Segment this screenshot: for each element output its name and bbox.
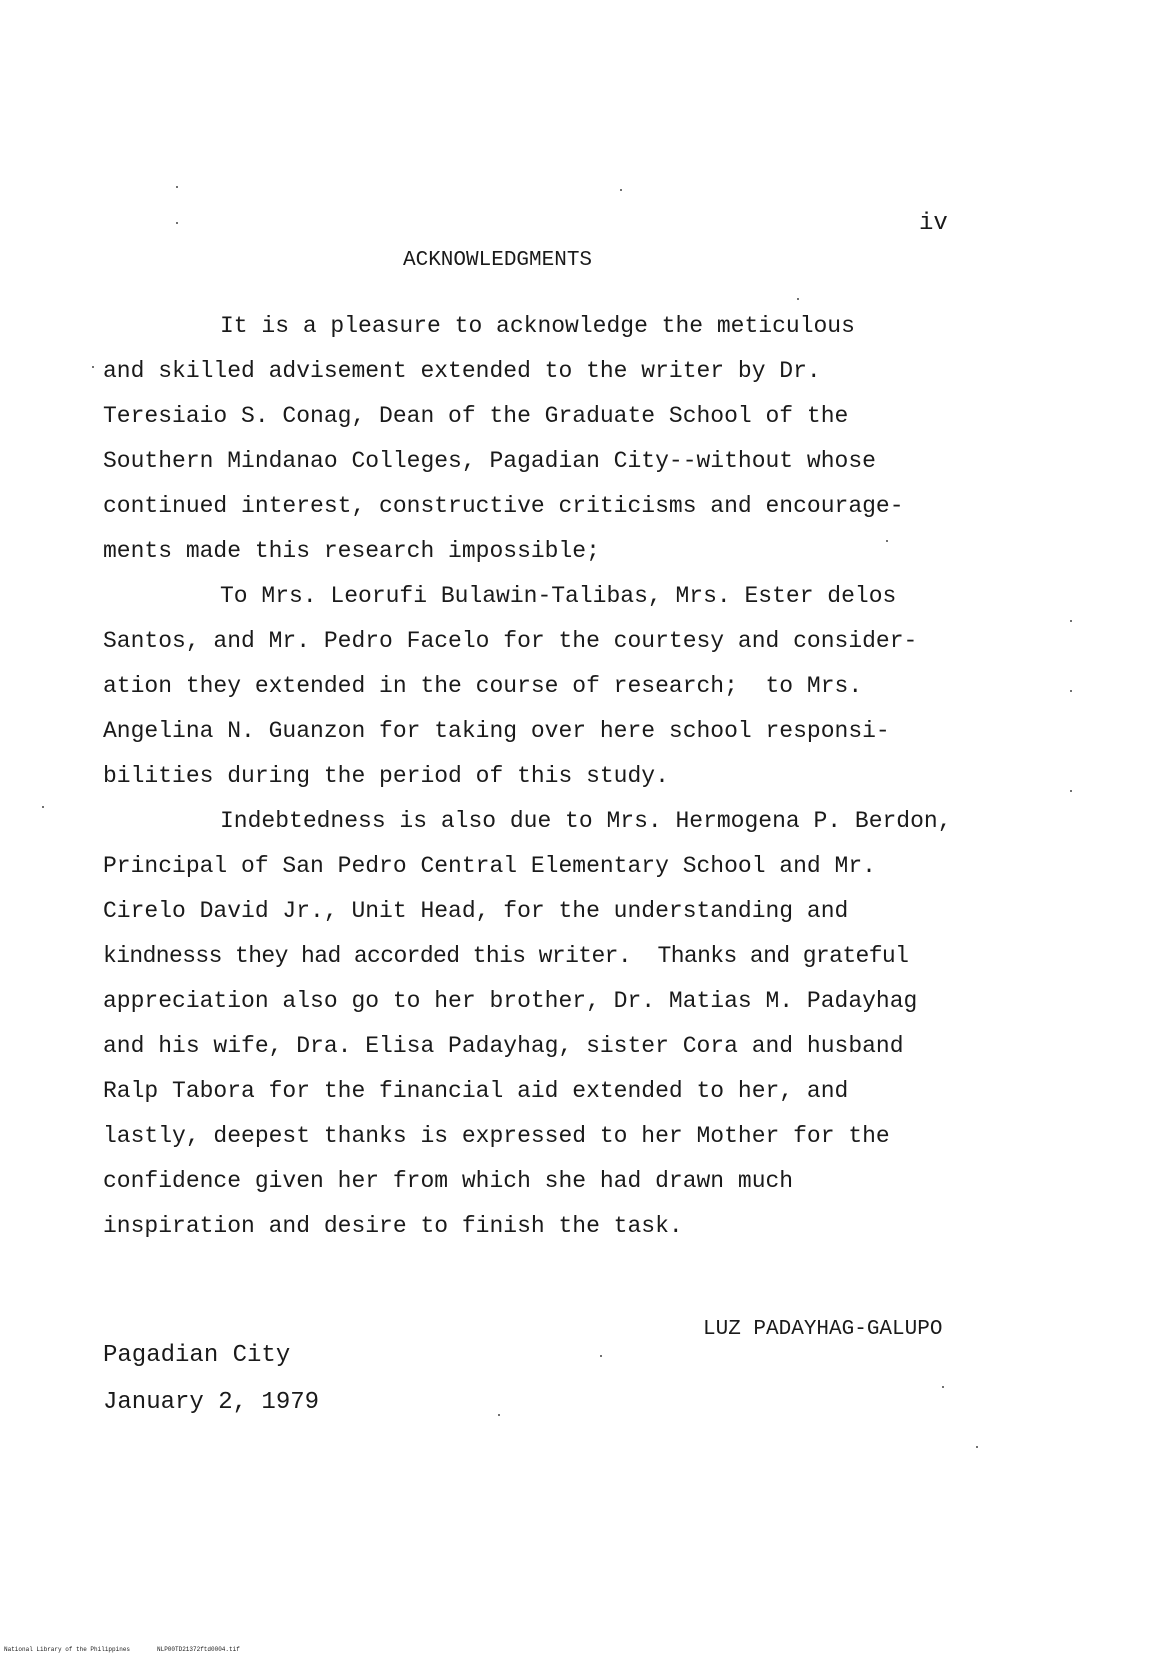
author-signature: LUZ PADAYHAG-GALUPO bbox=[703, 1318, 943, 1341]
body-line: To Mrs. Leorufi Bulawin-Talibas, Mrs. Ester delos bbox=[220, 583, 897, 609]
place: Pagadian City bbox=[103, 1342, 291, 1369]
scan-speck bbox=[1070, 690, 1072, 692]
scan-speck bbox=[92, 366, 94, 368]
body-line: Principal of San Pedro Central Elementary School and Mr. bbox=[103, 853, 876, 879]
page-title: ACKNOWLEDGMENTS bbox=[403, 249, 593, 272]
scan-speck bbox=[600, 1355, 602, 1357]
scan-speck bbox=[797, 298, 799, 300]
page-number: iv bbox=[919, 210, 948, 237]
scan-speck bbox=[42, 806, 44, 808]
footer-file: NLP00TD21372ftd0004.tif bbox=[157, 1646, 240, 1653]
scan-speck bbox=[976, 1446, 978, 1448]
scan-speck bbox=[1070, 620, 1072, 622]
body-line: kindnesss they had accorded this writer. Thanks and grateful bbox=[103, 943, 909, 969]
scan-speck bbox=[498, 1414, 500, 1416]
body-line: and skilled advisement extended to the writer by Dr. bbox=[103, 358, 821, 384]
scan-speck bbox=[942, 1386, 944, 1388]
body-line: inspiration and desire to finish the task. bbox=[103, 1213, 683, 1239]
scan-speck bbox=[886, 540, 888, 542]
body-line: Ralp Tabora for the financial aid extended to her, and bbox=[103, 1078, 849, 1104]
scan-speck bbox=[1070, 790, 1072, 792]
body-line: It is a pleasure to acknowledge the meticulous bbox=[220, 313, 855, 339]
body-line: Teresiaio S. Conag, Dean of the Graduate School of the bbox=[103, 403, 849, 429]
body-line: continued interest, constructive criticisms and encourage- bbox=[103, 493, 904, 519]
scan-speck bbox=[176, 186, 178, 188]
body-line: confidence given her from which she had drawn much bbox=[103, 1168, 794, 1194]
body-line: Angelina N. Guanzon for taking over here school responsi- bbox=[103, 718, 890, 744]
body-line: bilities during the period of this study. bbox=[103, 763, 669, 789]
body-line: and his wife, Dra. Elisa Padayhag, sister Cora and husband bbox=[103, 1033, 904, 1059]
body-line: Cirelo David Jr., Unit Head, for the understanding and bbox=[103, 898, 849, 924]
scan-speck bbox=[176, 222, 178, 224]
body-line: Santos, and Mr. Pedro Facelo for the courtesy and consider- bbox=[103, 628, 918, 654]
date: January 2, 1979 bbox=[103, 1389, 320, 1416]
body-line: ation they extended in the course of research; to Mrs. bbox=[103, 673, 863, 699]
footer-library: National Library of the Philippines bbox=[4, 1646, 131, 1653]
body-line: ments made this research impossible; bbox=[103, 538, 600, 564]
body-line: Indebtedness is also due to Mrs. Hermogena P. Berdon, bbox=[220, 808, 952, 834]
body-line: appreciation also go to her brother, Dr. Matias M. Padayhag bbox=[103, 988, 918, 1014]
body-line: Southern Mindanao Colleges, Pagadian City--without whose bbox=[103, 448, 876, 474]
scan-speck bbox=[620, 189, 622, 191]
body-line: lastly, deepest thanks is expressed to her Mother for the bbox=[103, 1123, 890, 1149]
